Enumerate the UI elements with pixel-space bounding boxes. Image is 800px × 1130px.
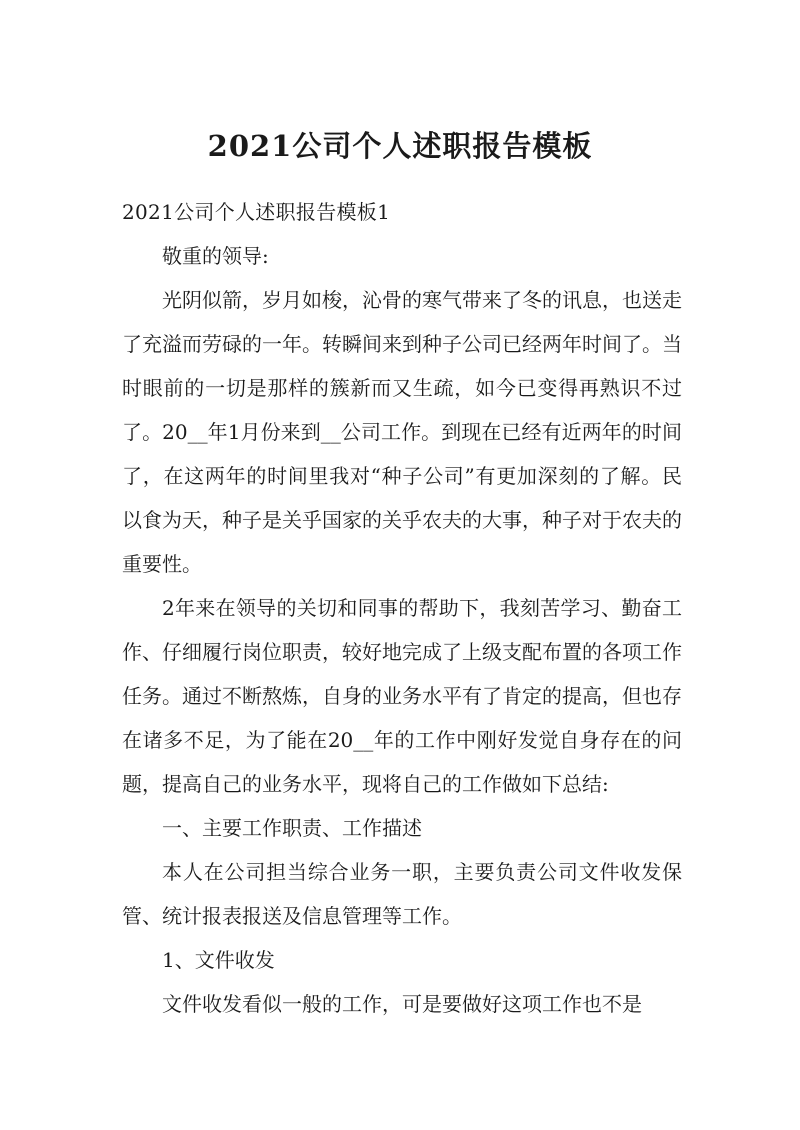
- item-paragraph: 文件收发看似一般的工作，可是要做好这项工作也不是: [162, 992, 642, 1016]
- salutation: 敬重的领导:: [162, 244, 269, 268]
- document-title: 2021公司个人述职报告模板: [207, 129, 593, 163]
- section-heading: 一、主要工作职责、工作描述: [162, 816, 422, 840]
- paragraph-intro: 光阴似箭，岁月如梭，沁骨的寒气带来了冬的讯息，也送走了充溢而劳碌的一年。转瞬间来到种子公司已经两年时间了。当时眼前的一切是那样的簇新而又生疏，如今已变得再熟识不过了。20__年1月份来到__公司工作。到现在已经有近两年的时间了，在这两年的时间里我对“种子公司”有更加深刻的了解。民以食为天，种子是关乎国家的关乎农夫的大事，种子对于农夫的重要性。: [122, 288, 682, 576]
- paragraph-summary: 2年来在领导的关切和同事的帮助下，我刻苦学习、勤奋工作、仔细履行岗位职责，较好地完成了上级支配布置的各项工作任务。通过不断熬炼，自身的业务水平有了肯定的提高，但也存在诸多不足，为了能在20__年的工作中刚好发觉自身存在的问题，提高自己的业务水平，现将自己的工作做如下总结:: [122, 596, 682, 796]
- section-paragraph: 本人在公司担当综合业务一职，主要负责公司文件收发保管、统计报表报送及信息管理等工作。: [122, 860, 682, 928]
- document-subtitle: 2021公司个人述职报告模板1: [122, 200, 391, 224]
- document-body: [122, 190, 682, 1026]
- item-heading: 1、文件收发: [162, 948, 275, 972]
